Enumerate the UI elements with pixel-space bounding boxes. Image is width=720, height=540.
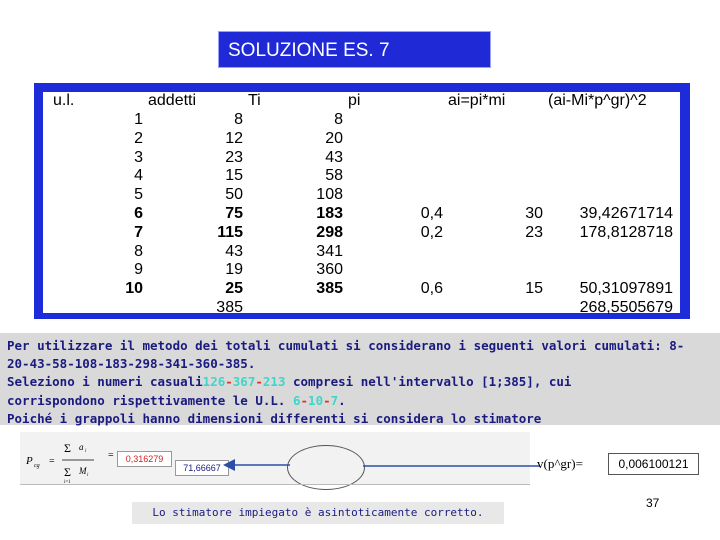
table-header: addetti bbox=[148, 92, 197, 109]
cell-ul: 9 bbox=[134, 261, 143, 279]
explanation-line: Poiché i grappoli hanno dimensioni differenti si considera lo stimatore bbox=[7, 410, 542, 426]
cell-ti: 58 bbox=[325, 167, 343, 185]
cell-ti: 43 bbox=[325, 148, 343, 166]
separator: - bbox=[323, 392, 331, 408]
cell-ul: 7 bbox=[134, 223, 143, 241]
cell-ul: 10 bbox=[125, 280, 143, 298]
formula-equals: = bbox=[49, 456, 55, 467]
sum-symbol-bottom: Σ bbox=[64, 465, 71, 479]
slide-title: SOLUZIONE ES. 7 bbox=[228, 40, 390, 61]
explanation-line bbox=[7, 373, 712, 391]
random-number: 213 bbox=[262, 374, 286, 390]
sum-index: i=1 bbox=[64, 480, 71, 484]
cell-sq: 39,42671714 bbox=[579, 205, 673, 222]
cell-ul: 4 bbox=[134, 167, 143, 185]
cell-ti: 385 bbox=[316, 280, 343, 298]
separator: - bbox=[255, 374, 263, 390]
cell-ul: 8 bbox=[134, 242, 143, 260]
table-header: Ti bbox=[248, 92, 261, 109]
cell-ti: 108 bbox=[316, 186, 343, 204]
page-number: 37 bbox=[646, 496, 660, 510]
cell-ti: 341 bbox=[316, 242, 343, 260]
selected-unit: 7 bbox=[330, 392, 339, 408]
formula-lhs-sub: cg bbox=[34, 463, 40, 469]
formula-lhs: P bbox=[26, 455, 33, 467]
formula-denominator-sub: i bbox=[87, 473, 89, 478]
text-fragment: compresi nell'intervallo [1;385], cui bbox=[285, 374, 572, 390]
cell-ul: 5 bbox=[134, 186, 143, 204]
cell-addetti: 12 bbox=[225, 129, 243, 147]
cell-addetti: 75 bbox=[225, 205, 243, 222]
text-fragment: corrispondono rispettivamente le U.L. bbox=[7, 392, 293, 408]
cell-pi: 0,6 bbox=[420, 280, 443, 298]
table-header: pi bbox=[348, 92, 361, 109]
estimate-result: 0,316279 bbox=[117, 451, 172, 467]
random-number: 367 bbox=[232, 374, 256, 390]
cell-addetti: 25 bbox=[225, 280, 243, 298]
cell-ai: 30 bbox=[525, 205, 543, 222]
cell-sq: 178,8128718 bbox=[579, 223, 673, 241]
total-sq: 268,5505679 bbox=[579, 299, 673, 316]
formula-numerator: a bbox=[79, 442, 84, 452]
formula-equals-2: = bbox=[108, 450, 114, 461]
cell-ul: 3 bbox=[134, 148, 143, 166]
denominator-result: 71,66667 bbox=[175, 460, 229, 476]
selected-unit: 10 bbox=[308, 392, 324, 408]
explanation-line: 20-43-58-108-183-298-341-360-385. bbox=[7, 356, 256, 372]
text-fragment: . bbox=[338, 392, 346, 408]
cell-ti: 183 bbox=[316, 205, 343, 222]
cell-addetti: 43 bbox=[225, 242, 243, 260]
cell-addetti: 115 bbox=[217, 223, 243, 241]
cell-ul: 1 bbox=[134, 111, 143, 128]
cell-sq: 50,31097891 bbox=[579, 280, 673, 298]
cell-ti: 8 bbox=[334, 111, 343, 128]
cell-ai: 15 bbox=[525, 280, 543, 298]
cell-ul: 2 bbox=[134, 129, 143, 147]
table-header: u.l. bbox=[53, 92, 75, 109]
cell-ti: 298 bbox=[316, 223, 343, 241]
separator: - bbox=[300, 392, 309, 408]
cell-addetti: 8 bbox=[234, 111, 243, 128]
explanation-line: Per utilizzare il metodo dei totali cumulati si considerano i seguenti valori cumulati: 8- bbox=[7, 338, 685, 353]
formula-numerator-sub: i bbox=[85, 449, 87, 454]
estimator-formula bbox=[24, 436, 119, 484]
total-addetti: 385 bbox=[216, 299, 243, 316]
variance-label: v(p^gr)= bbox=[537, 456, 583, 471]
text-fragment: Seleziono i numeri casuali bbox=[7, 374, 203, 390]
sum-symbol-top: Σ bbox=[64, 441, 71, 455]
table-header: (ai-Mi*p^gr)^2 bbox=[548, 92, 647, 109]
cell-addetti: 50 bbox=[225, 186, 243, 204]
cell-ti: 20 bbox=[325, 129, 343, 147]
cell-ti: 360 bbox=[316, 261, 343, 279]
table-header: ai=pi*mi bbox=[448, 92, 506, 109]
variance-value: 0,006100121 bbox=[608, 453, 699, 475]
cell-addetti: 23 bbox=[225, 148, 243, 166]
explanation-line bbox=[7, 392, 712, 410]
cell-addetti: 15 bbox=[225, 167, 243, 185]
conclusion-text: Lo stimatore impiegato è asintoticamente corretto. bbox=[132, 502, 504, 524]
data-table bbox=[43, 92, 680, 316]
divider bbox=[20, 484, 530, 485]
cell-ai: 23 bbox=[525, 223, 543, 241]
cell-ul: 6 bbox=[134, 205, 143, 222]
cell-pi: 0,4 bbox=[420, 205, 443, 222]
explanation-text bbox=[7, 337, 712, 428]
random-number: 126 bbox=[202, 374, 226, 390]
separator: - bbox=[225, 374, 233, 390]
cell-pi: 0,2 bbox=[420, 223, 443, 241]
selected-unit: 6 bbox=[292, 392, 301, 408]
slide-title-box bbox=[218, 31, 491, 68]
cell-addetti: 19 bbox=[225, 261, 243, 279]
formula-denominator: M bbox=[79, 466, 87, 476]
